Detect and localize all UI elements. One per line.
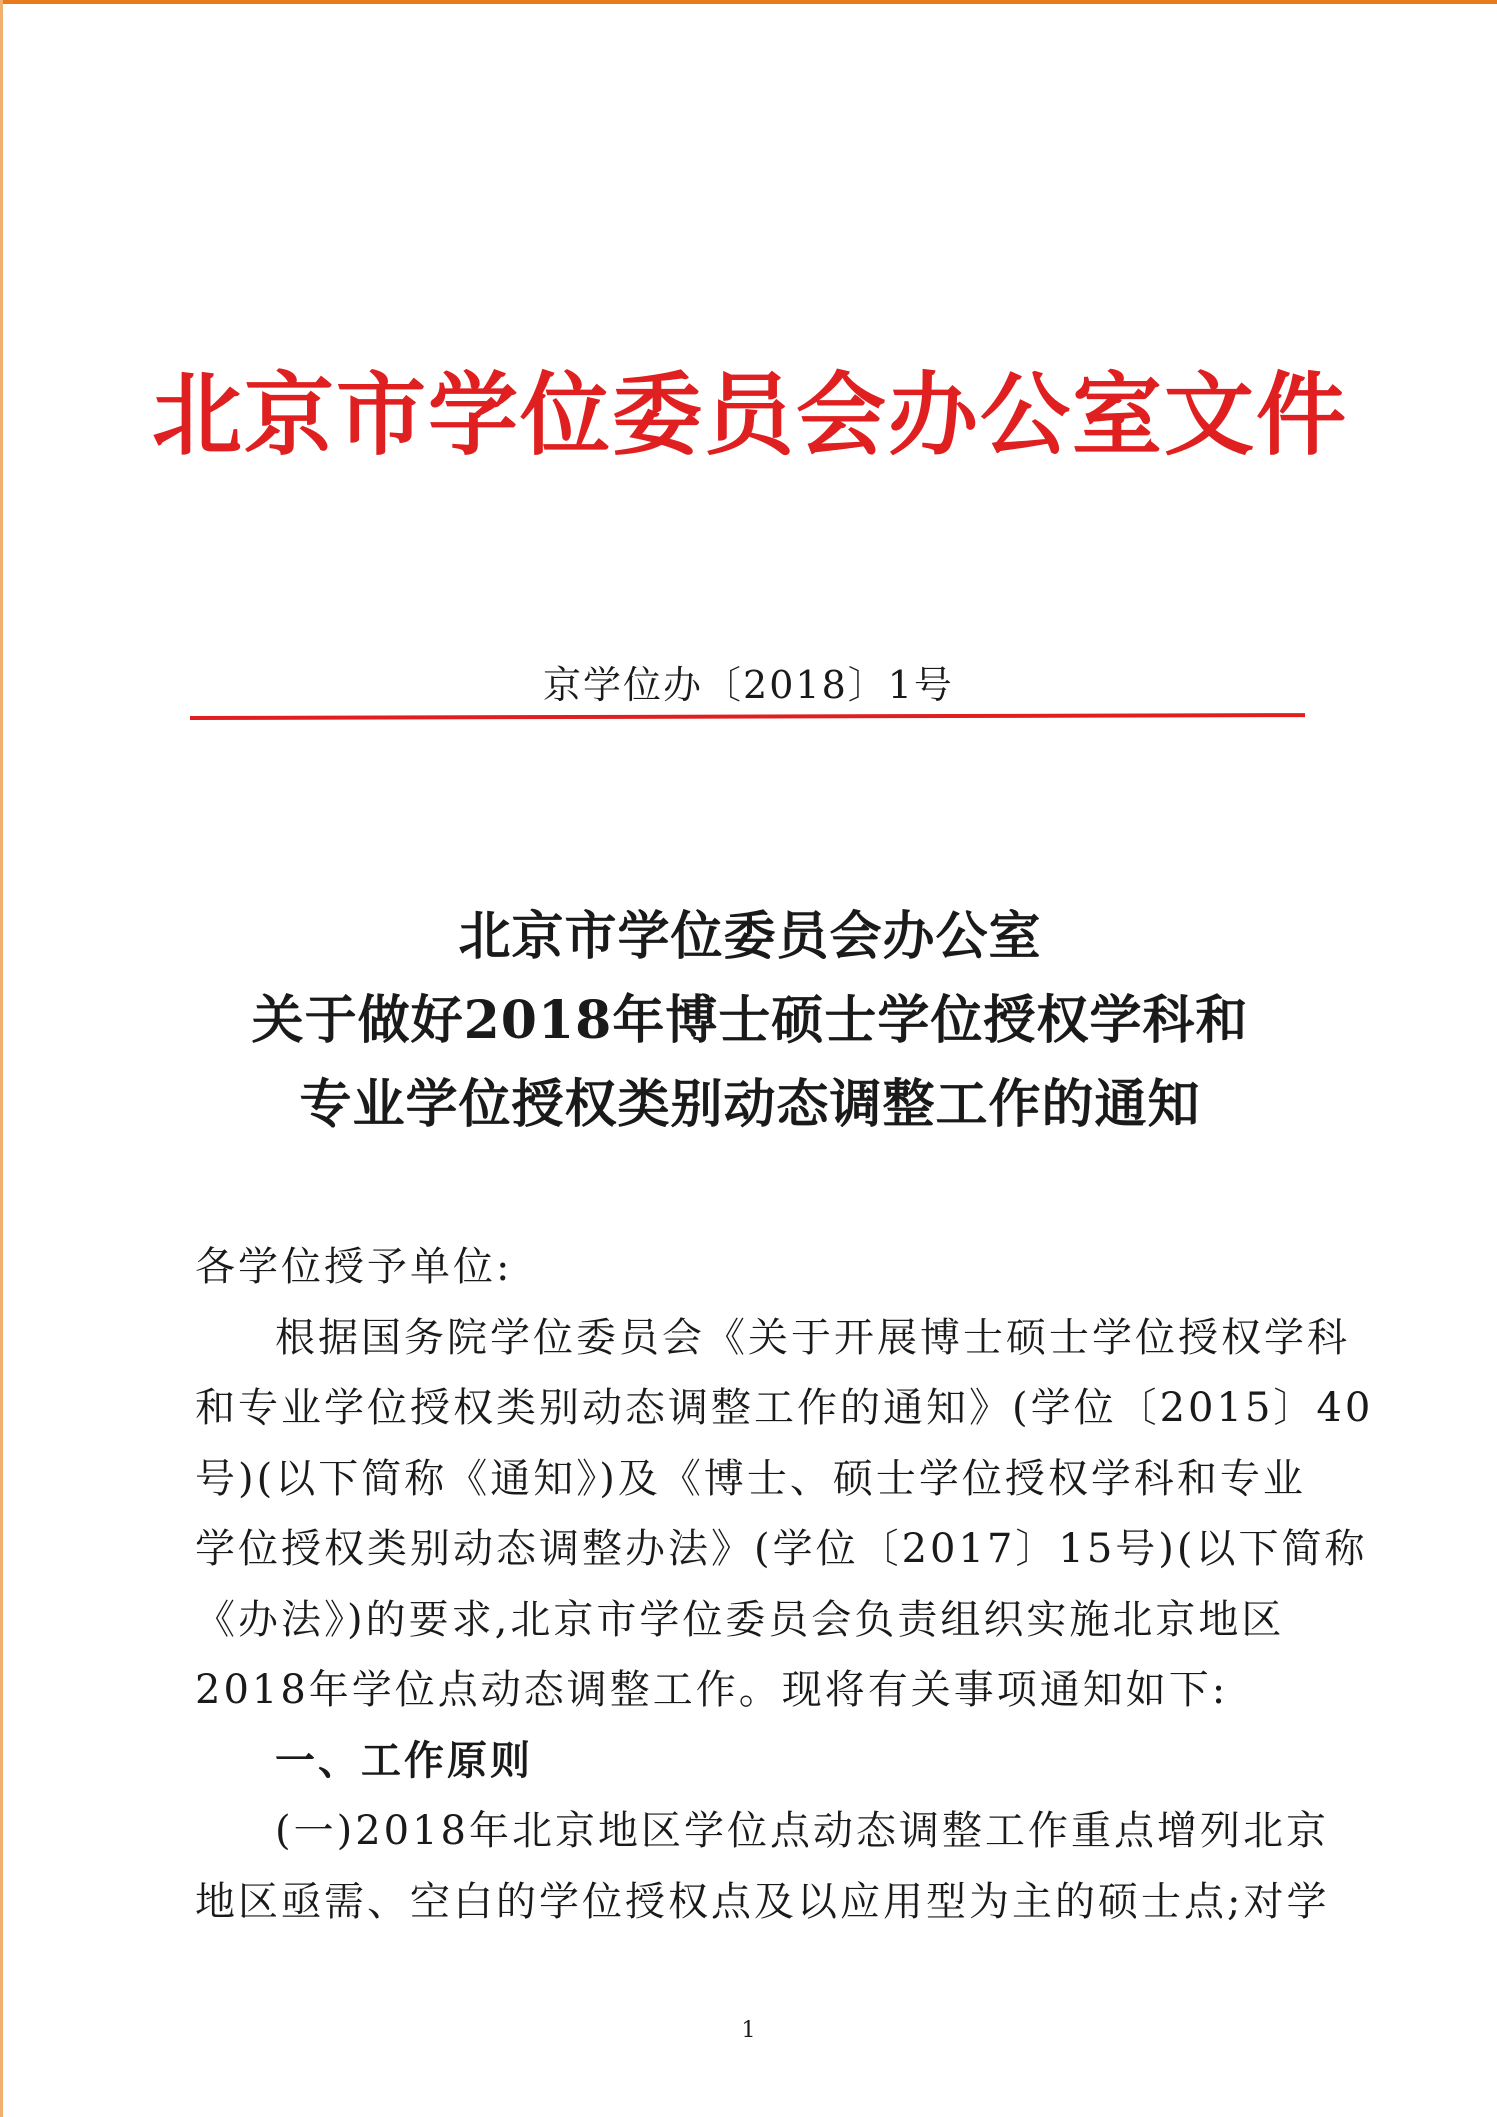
paragraph-1-line-6: 2018年学位点动态调整工作。现将有关事项通知如下: [195,1667,1229,1713]
document-header-title: 北京市学位委员会办公室文件 [152,362,1348,468]
paragraph-1-line-3: 号)(以下简称《通知》)及《博士、硕士学位授权学科和专业 [195,1455,1306,1502]
notice-body [195,1232,1374,1937]
notice-title-line-1: 北京市学位委员会办公室 [458,906,1042,967]
paragraph-1-line-1: 根据国务院学位委员会《关于开展博士硕士学位授权学科 [275,1314,1350,1361]
notice-title-line-2: 关于做好2018年博士硕士学位授权学科和 [251,990,1249,1051]
salutation: 各学位授予单位: [195,1244,513,1290]
section-1-heading: 一、工作原则 [275,1737,533,1784]
paragraph-2-line-1: (一)2018年北京地区学位点动态调整工作重点增列北京 [275,1808,1330,1854]
paragraph-2-line-2: 地区亟需、空白的学位授权点及以应用型为主的硕士点;对学 [195,1878,1330,1925]
notice-title [150,895,1350,1147]
page-number: 1 [741,2018,756,2043]
paragraph-1-line-5: 《办法》)的要求,北京市学位委员会负责组织实施北京地区 [195,1596,1285,1643]
document-number: 京学位办〔2018〕1号 [543,663,954,707]
page-left-edge [0,0,3,2117]
page-top-edge [0,0,1497,4]
notice-title-line-3: 专业学位授权类别动态调整工作的通知 [299,1074,1201,1135]
paragraph-1-line-4: 学位授权类别动态调整办法》(学位〔2017〕15号)(以下简称 [195,1526,1368,1572]
header-red-rule [190,713,1305,720]
paragraph-1-line-2: 和专业学位授权类别动态调整工作的通知》(学位〔2015〕40 [195,1385,1374,1431]
